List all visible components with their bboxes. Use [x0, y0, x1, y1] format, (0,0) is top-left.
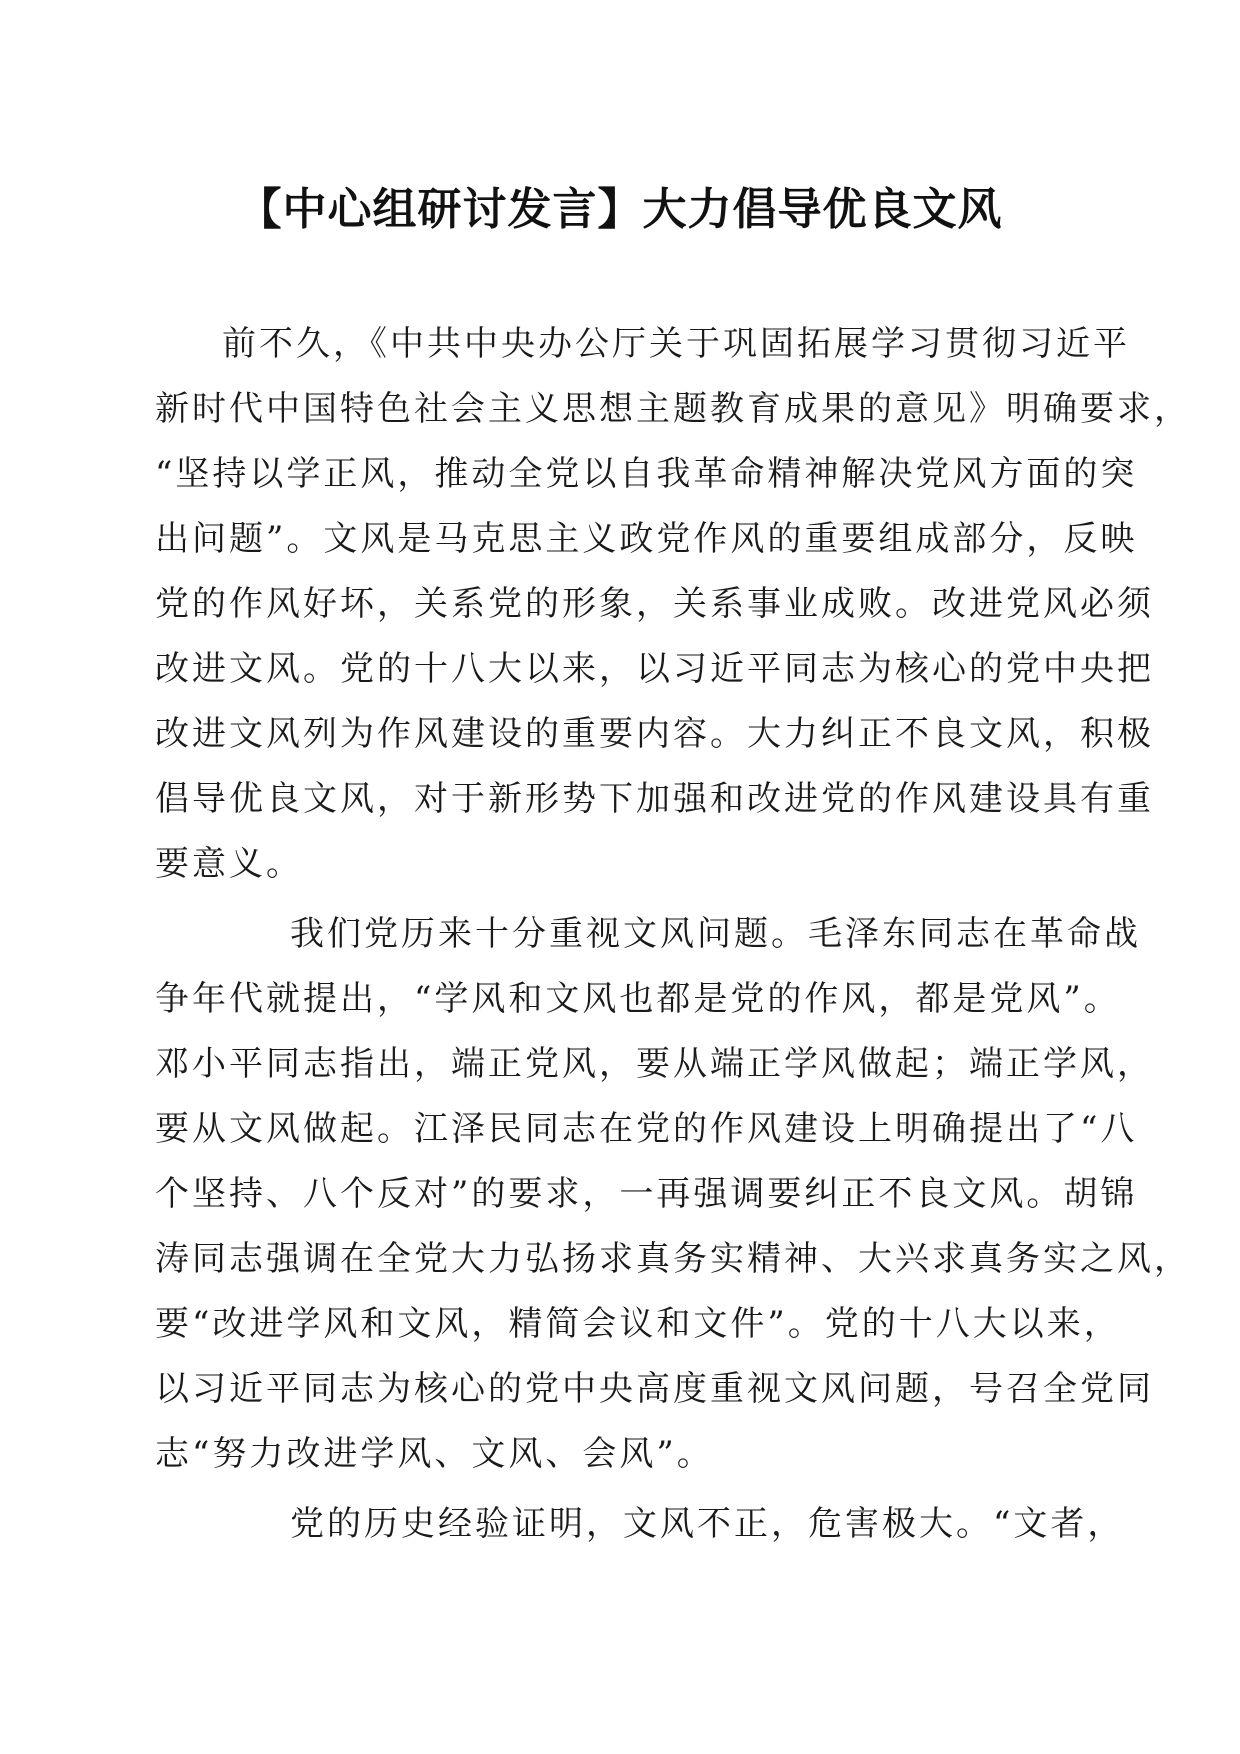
paragraph-line: 新时代中国特色社会主义思想主题教育成果的意见》明确要求， [155, 389, 1191, 429]
paragraph-line: 改进文风。党的十八大以来，以习近平同志为核心的党中央把 [155, 649, 1154, 689]
paragraph-line: 倡导优良文风，对于新形势下加强和改进党的作风建设具有重 [155, 779, 1154, 819]
paragraph-line: 以习近平同志为核心的党中央高度重视文风问题，号召全党同 [155, 1369, 1154, 1409]
paragraph-line: 改进文风列为作风建设的重要内容。大力纠正不良文风，积极 [155, 714, 1154, 754]
paragraph-line: 要意义。 [155, 844, 303, 884]
document-title: 【中心组研讨发言】大力倡导优良文风 [237, 184, 1003, 235]
paragraph-line: 党的作风好坏，关系党的形象，关系事业成败。改进党风必须 [155, 584, 1154, 624]
paragraph-line: 我们党历来十分重视文风问题。毛泽东同志在革命战 [290, 914, 1141, 954]
paragraph-line: 涛同志强调在全党大力弘扬求真务实精神、大兴求真务实之风， [155, 1239, 1191, 1279]
paragraph-line: 邓小平同志指出，端正党风，要从端正学风做起；端正学风， [155, 1044, 1154, 1084]
paragraph-line: 要“改进学风和文风，精简会议和文件”。党的十八大以来， [155, 1304, 1121, 1344]
paragraph-line: 出问题”。文风是马克思主义政党作风的重要组成部分，反映 [155, 519, 1138, 559]
paragraph-line: 争年代就提出，“学风和文风也都是党的作风，都是党风”。 [155, 979, 1121, 1019]
paragraph-line: “坚持以学正风，推动全党以自我革命精神解决党风方面的突 [155, 454, 1138, 494]
paragraph-line: 党的历史经验证明，文风不正，危害极大。“文者， [290, 1504, 1125, 1544]
paragraph-line: 个坚持、八个反对”的要求，一再强调要纠正不良文风。胡锦 [155, 1174, 1138, 1214]
paragraph-line: 志“努力改进学风、文风、会风”。 [155, 1434, 714, 1474]
paragraph-line: 前不久，《中共中央办公厅关于巩固拓展学习贯彻习近平 [222, 324, 1130, 364]
paragraph-line: 要从文风做起。江泽民同志在党的作风建设上明确提出了“八 [155, 1109, 1138, 1149]
